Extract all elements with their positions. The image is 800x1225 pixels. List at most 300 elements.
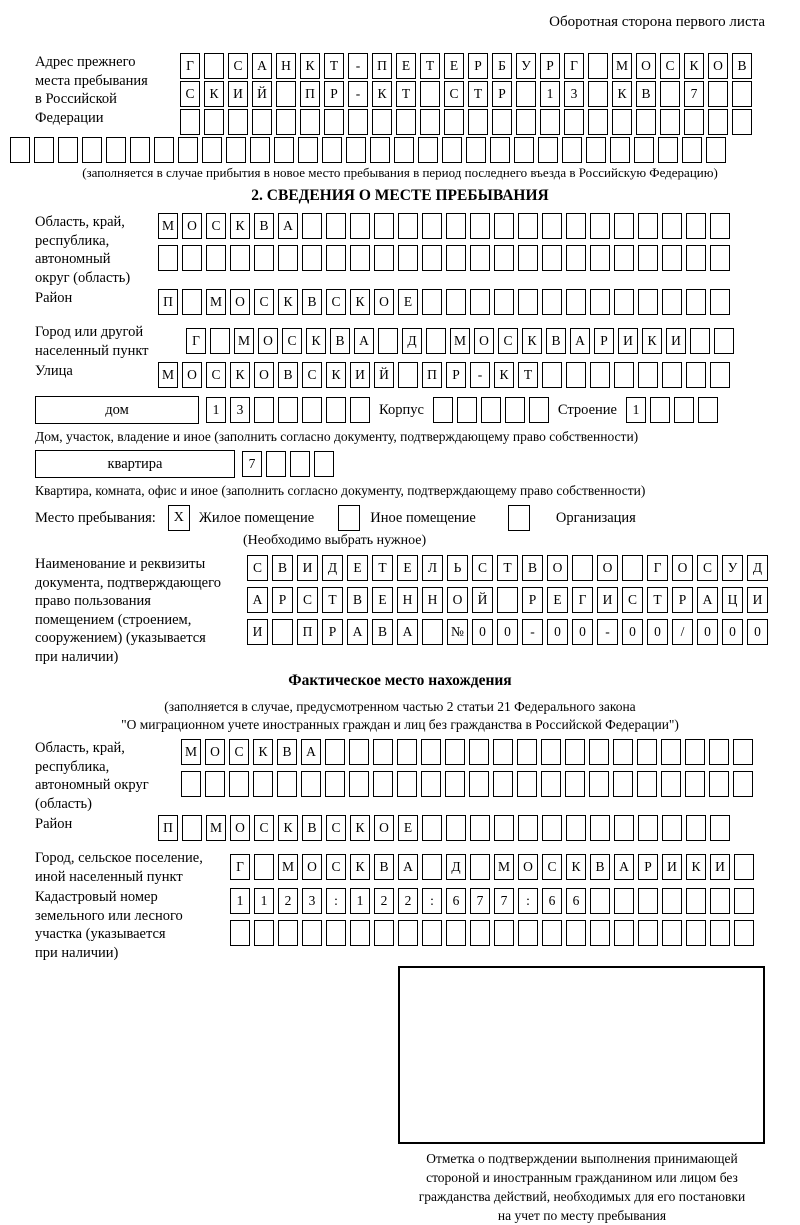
fact-city-cells [230, 854, 754, 880]
char-cell [254, 920, 274, 946]
char-cell [348, 109, 368, 135]
char-cell: К [278, 289, 298, 315]
char-cell [398, 920, 418, 946]
option-organization-label: Организация [555, 509, 636, 526]
char-cell [206, 245, 226, 271]
char-cell [266, 451, 286, 477]
char-cell: К [522, 328, 542, 354]
char-cell: - [470, 362, 490, 388]
char-cell: П [158, 815, 178, 841]
char-cell: К [372, 81, 392, 107]
char-cell: Т [324, 53, 344, 79]
char-cell: С [229, 739, 249, 765]
char-cell [733, 771, 753, 797]
char-cell: Е [347, 555, 368, 581]
char-cell: А [301, 739, 321, 765]
char-cell: - [348, 53, 368, 79]
char-cell [566, 213, 586, 239]
char-cell [529, 397, 549, 423]
char-cell [422, 245, 442, 271]
char-cell [229, 771, 249, 797]
char-cell [252, 109, 272, 135]
document-label: Наименование и реквизиты документа, подтверждающего право пользования помещением (строением, сооружением) (указывается при наличии) [35, 556, 221, 665]
char-cell: К [612, 81, 632, 107]
char-cell [374, 213, 394, 239]
char-cell [662, 362, 682, 388]
char-cell: 3 [564, 81, 584, 107]
char-cell [274, 137, 294, 163]
fact-region-block [35, 739, 765, 813]
char-cell [685, 739, 705, 765]
char-cell [481, 397, 501, 423]
char-cell: К [326, 362, 346, 388]
char-cell [302, 245, 322, 271]
char-cell [350, 213, 370, 239]
char-cell [505, 397, 525, 423]
char-cell [714, 328, 734, 354]
apartment-block [35, 450, 765, 478]
char-cell [378, 328, 398, 354]
char-cell: И [228, 81, 248, 107]
district-label: Район [35, 290, 73, 306]
char-cell [298, 137, 318, 163]
street-label: Улица [35, 363, 73, 379]
char-cell [373, 739, 393, 765]
char-cell: К [350, 854, 370, 880]
char-cell [374, 245, 394, 271]
char-cell [10, 137, 30, 163]
char-cell: В [546, 328, 566, 354]
char-cell: 0 [697, 619, 718, 645]
char-cell: У [516, 53, 536, 79]
region-label: Область, край, республика, автономный округ (область) [35, 214, 131, 286]
char-cell: 0 [572, 619, 593, 645]
char-cell: И [662, 854, 682, 880]
char-cell [254, 397, 274, 423]
char-cell: М [450, 328, 470, 354]
char-cell [370, 137, 390, 163]
char-cell: С [302, 362, 322, 388]
char-cell [420, 109, 440, 135]
char-cell: К [350, 289, 370, 315]
char-cell [254, 854, 274, 880]
char-cell [180, 109, 200, 135]
char-cell [732, 81, 752, 107]
char-cell [470, 213, 490, 239]
korpus-cells [433, 397, 549, 423]
char-cell [230, 245, 250, 271]
char-cell [566, 815, 586, 841]
house-block [35, 396, 765, 424]
char-cell: 0 [622, 619, 643, 645]
char-cell [490, 137, 510, 163]
char-cell: 6 [446, 888, 466, 914]
char-cell [710, 815, 730, 841]
char-cell [542, 289, 562, 315]
char-cell [613, 771, 633, 797]
option-other-premises-label: Иное помещение [370, 509, 476, 526]
char-cell [422, 854, 442, 880]
char-cell [518, 920, 538, 946]
city-block [35, 323, 765, 360]
char-cell [538, 137, 558, 163]
char-cell: А [252, 53, 272, 79]
street-block [35, 362, 765, 394]
fact-district-label: Район [35, 816, 73, 832]
char-cell: С [326, 289, 346, 315]
fact-region-row-2 [181, 771, 753, 797]
char-cell: У [722, 555, 743, 581]
char-cell [710, 289, 730, 315]
fact-district-block [35, 815, 765, 847]
char-cell [272, 619, 293, 645]
char-cell [350, 397, 370, 423]
char-cell [516, 109, 536, 135]
char-cell: А [614, 854, 634, 880]
char-cell: П [300, 81, 320, 107]
char-cell: С [297, 587, 318, 613]
char-cell: 7 [684, 81, 704, 107]
char-cell: С [326, 854, 346, 880]
char-cell: Т [396, 81, 416, 107]
char-cell: 1 [626, 397, 646, 423]
char-cell [650, 397, 670, 423]
char-cell: 7 [494, 888, 514, 914]
char-cell [204, 109, 224, 135]
char-cell: В [590, 854, 610, 880]
char-cell [494, 213, 514, 239]
char-cell [662, 213, 682, 239]
char-cell: Р [672, 587, 693, 613]
char-cell [492, 109, 512, 135]
fact-region-row-1 [181, 739, 753, 765]
char-cell [466, 137, 486, 163]
char-cell [708, 81, 728, 107]
char-cell: С [472, 555, 493, 581]
char-cell: К [494, 362, 514, 388]
char-cell [34, 137, 54, 163]
char-cell [278, 245, 298, 271]
char-cell [250, 137, 270, 163]
char-cell: С [326, 815, 346, 841]
char-cell [613, 739, 633, 765]
fact-city-label: Город, сельское поселение, иной населенный пункт [35, 850, 203, 885]
char-cell [469, 739, 489, 765]
char-cell [325, 771, 345, 797]
char-cell: Е [397, 555, 418, 581]
char-cell [542, 245, 562, 271]
char-cell: И [710, 854, 730, 880]
char-cell: О [258, 328, 278, 354]
char-cell [706, 137, 726, 163]
cadastral-row-1 [230, 888, 754, 914]
region-row-2 [158, 245, 730, 271]
char-cell [542, 815, 562, 841]
char-cell: С [697, 555, 718, 581]
char-cell [542, 920, 562, 946]
char-cell [182, 815, 202, 841]
char-cell: А [278, 213, 298, 239]
char-cell [446, 289, 466, 315]
char-cell [514, 137, 534, 163]
char-cell: Е [396, 53, 416, 79]
char-cell [394, 137, 414, 163]
char-cell: С [254, 289, 274, 315]
char-cell: И [597, 587, 618, 613]
char-cell [398, 362, 418, 388]
char-cell [684, 109, 704, 135]
char-cell: А [398, 854, 418, 880]
char-cell: 0 [647, 619, 668, 645]
city-label: Город или другой населенный пункт [35, 324, 149, 359]
char-cell [572, 555, 593, 581]
char-cell [205, 771, 225, 797]
char-cell: 1 [230, 888, 250, 914]
char-cell [614, 289, 634, 315]
char-cell [686, 888, 706, 914]
char-cell: - [522, 619, 543, 645]
char-cell: 2 [374, 888, 394, 914]
section2-title: 2. СВЕДЕНИЯ О МЕСТЕ ПРЕБЫВАНИЯ [251, 187, 549, 204]
char-cell [565, 771, 585, 797]
char-cell: С [444, 81, 464, 107]
char-cell [614, 815, 634, 841]
char-cell [622, 555, 643, 581]
char-cell: - [597, 619, 618, 645]
char-cell: Р [272, 587, 293, 613]
char-cell [517, 771, 537, 797]
char-cell: А [570, 328, 590, 354]
char-cell: 6 [542, 888, 562, 914]
char-cell: 6 [566, 888, 586, 914]
char-cell: В [254, 213, 274, 239]
char-cell: Р [468, 53, 488, 79]
char-cell [82, 137, 102, 163]
stroenie-cells [626, 397, 718, 423]
char-cell: Р [446, 362, 466, 388]
char-cell [589, 739, 609, 765]
char-cell: О [672, 555, 693, 581]
char-cell: 7 [470, 888, 490, 914]
stay-type-row [35, 505, 765, 531]
char-cell: Ц [722, 587, 743, 613]
char-cell [710, 213, 730, 239]
char-cell [422, 920, 442, 946]
char-cell: П [158, 289, 178, 315]
char-cell [182, 289, 202, 315]
char-cell [732, 109, 752, 135]
char-cell [614, 245, 634, 271]
char-cell: Г [572, 587, 593, 613]
char-cell: М [158, 213, 178, 239]
char-cell [686, 920, 706, 946]
char-cell: А [397, 619, 418, 645]
char-cell [709, 739, 729, 765]
char-cell: В [732, 53, 752, 79]
char-cell: В [374, 854, 394, 880]
char-cell: П [372, 53, 392, 79]
char-cell: В [347, 587, 368, 613]
char-cell [422, 815, 442, 841]
char-cell: 1 [254, 888, 274, 914]
char-cell [469, 771, 489, 797]
char-cell: Р [540, 53, 560, 79]
char-cell: 1 [540, 81, 560, 107]
city-cells [186, 328, 734, 354]
char-cell: И [618, 328, 638, 354]
char-cell [302, 920, 322, 946]
char-cell [181, 771, 201, 797]
char-cell [422, 213, 442, 239]
char-cell [638, 815, 658, 841]
stay-type-hint: (Необходимо выбрать нужное) [243, 533, 427, 548]
char-cell: Р [322, 619, 343, 645]
char-cell: Т [468, 81, 488, 107]
char-cell [278, 920, 298, 946]
char-cell: 0 [472, 619, 493, 645]
char-cell [326, 920, 346, 946]
char-cell: А [347, 619, 368, 645]
char-cell [710, 920, 730, 946]
char-cell: К [306, 328, 326, 354]
char-cell: 1 [206, 397, 226, 423]
char-cell: А [697, 587, 718, 613]
char-cell: К [566, 854, 586, 880]
char-cell [470, 920, 490, 946]
char-cell [322, 137, 342, 163]
char-cell: О [447, 587, 468, 613]
char-cell [634, 137, 654, 163]
char-cell: : [518, 888, 538, 914]
char-cell: Р [522, 587, 543, 613]
char-cell: 0 [547, 619, 568, 645]
char-cell [517, 739, 537, 765]
char-cell [493, 739, 513, 765]
char-cell: Т [372, 555, 393, 581]
char-cell: К [642, 328, 662, 354]
char-cell: Й [252, 81, 272, 107]
char-cell [398, 245, 418, 271]
document-row-2 [247, 587, 768, 613]
char-cell [349, 739, 369, 765]
char-cell: К [230, 213, 250, 239]
char-cell: В [372, 619, 393, 645]
char-cell [660, 109, 680, 135]
char-cell [497, 587, 518, 613]
char-cell [470, 854, 490, 880]
char-cell [636, 109, 656, 135]
cadastral-row-2 [230, 920, 754, 946]
char-cell [470, 815, 490, 841]
fact-city-block [35, 849, 765, 886]
char-cell [710, 888, 730, 914]
char-cell [541, 771, 561, 797]
char-cell: С [282, 328, 302, 354]
char-cell: П [422, 362, 442, 388]
char-cell [446, 920, 466, 946]
district-cells [158, 289, 730, 315]
char-cell [494, 289, 514, 315]
char-cell [442, 137, 462, 163]
house-cells [206, 397, 370, 423]
char-cell [518, 245, 538, 271]
char-cell: Г [647, 555, 668, 581]
char-cell: О [374, 289, 394, 315]
char-cell [397, 739, 417, 765]
char-cell: Д [322, 555, 343, 581]
char-cell: Й [374, 362, 394, 388]
char-cell: : [326, 888, 346, 914]
prev-address-row-2 [180, 81, 752, 107]
char-cell [686, 289, 706, 315]
stroenie-label: Строение [557, 402, 617, 418]
char-cell: И [747, 587, 768, 613]
char-cell: / [672, 619, 693, 645]
char-cell: 1 [350, 888, 370, 914]
char-cell: 7 [242, 451, 262, 477]
char-cell [421, 739, 441, 765]
char-cell [566, 245, 586, 271]
char-cell [154, 137, 174, 163]
char-cell: И [666, 328, 686, 354]
char-cell: В [302, 289, 322, 315]
char-cell [589, 771, 609, 797]
char-cell: О [182, 213, 202, 239]
char-cell [374, 920, 394, 946]
char-cell: 0 [722, 619, 743, 645]
char-cell [326, 213, 346, 239]
header-note: Оборотная сторона первого листа [549, 14, 765, 30]
char-cell: С [206, 362, 226, 388]
char-cell [661, 771, 681, 797]
apartment-caption: Квартира, комната, офис и иное (заполнить согласно документу, подтверждающему право собственности) [35, 483, 646, 498]
option-residential-label: Жилое помещение [198, 509, 315, 526]
apartment-cells [242, 451, 334, 477]
char-cell [682, 137, 702, 163]
char-cell: Н [422, 587, 443, 613]
char-cell [373, 771, 393, 797]
stamp-caption: Отметка о подтверждении выполнения принимающей стороной и иностранным гражданином или лицом без гражданства действий, необходимых для его постановки на учет по месту пребывания [418, 1151, 746, 1223]
char-cell: О [205, 739, 225, 765]
cadastral-label: Кадастровый номер земельного или лесного участка (указывается при наличии) [35, 889, 183, 961]
char-cell [614, 920, 634, 946]
char-cell: В [272, 555, 293, 581]
char-cell [494, 920, 514, 946]
char-cell [590, 815, 610, 841]
house-box: дом [35, 396, 199, 424]
prev-address-row-3 [180, 109, 752, 135]
char-cell [662, 920, 682, 946]
char-cell [638, 920, 658, 946]
char-cell [226, 137, 246, 163]
char-cell: № [447, 619, 468, 645]
char-cell: Е [372, 587, 393, 613]
char-cell [457, 397, 477, 423]
char-cell: Т [518, 362, 538, 388]
char-cell: К [684, 53, 704, 79]
char-cell: Г [230, 854, 250, 880]
char-cell [542, 362, 562, 388]
char-cell [228, 109, 248, 135]
char-cell: Д [446, 854, 466, 880]
char-cell: С [660, 53, 680, 79]
prev-address-caption: (заполняется в случае прибытия в новое место пребывания в период последнего въезда в Российскую Федерацию) [82, 165, 718, 180]
char-cell [590, 289, 610, 315]
korpus-label: Корпус [379, 402, 424, 418]
char-cell [446, 815, 466, 841]
char-cell [346, 137, 366, 163]
actual-location-title: Фактическое место нахождения [288, 672, 512, 689]
